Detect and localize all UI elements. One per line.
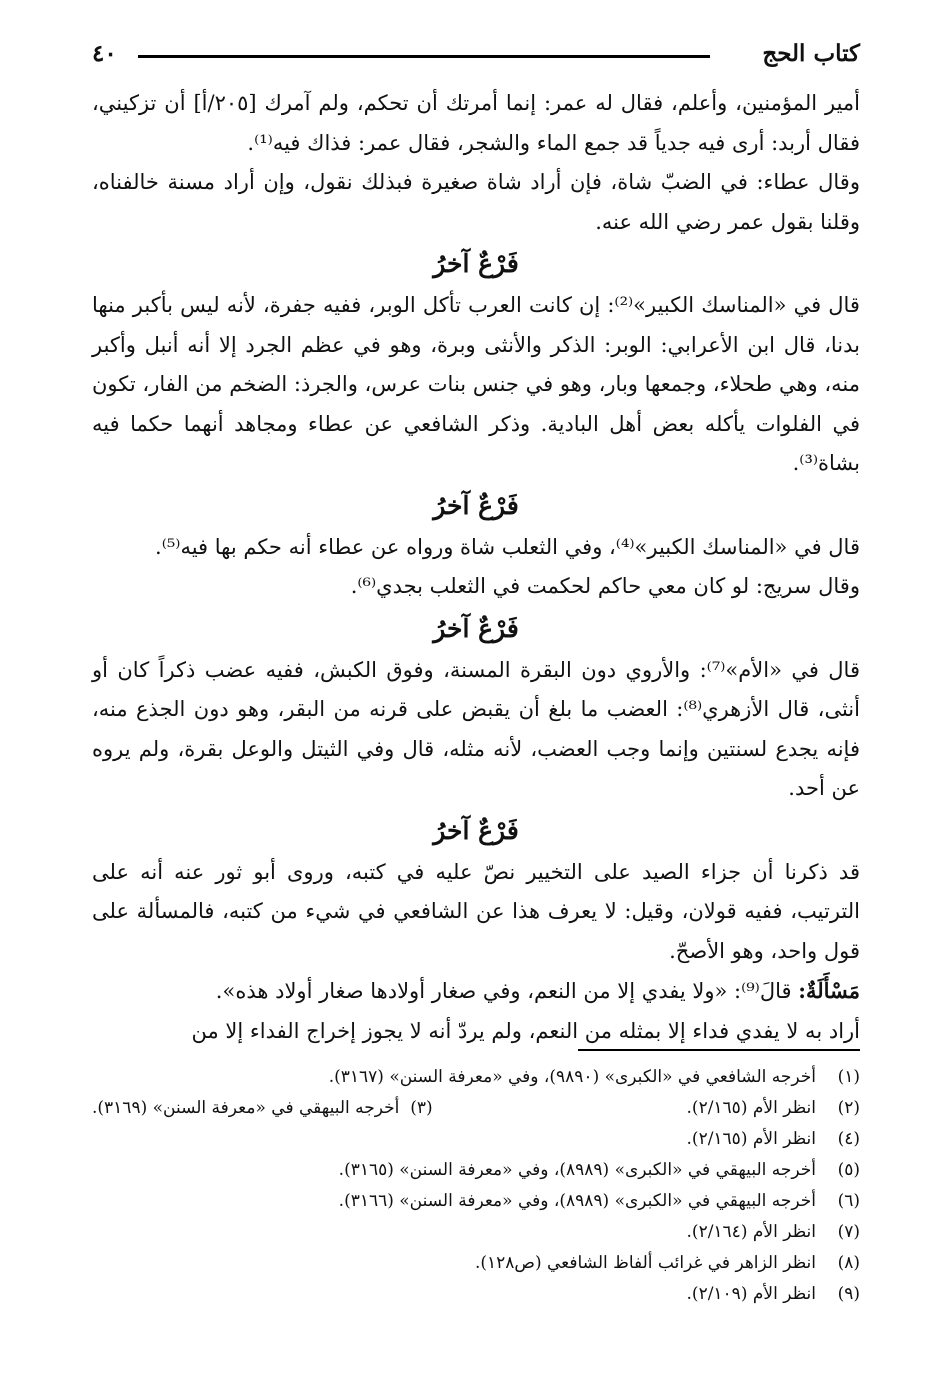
footnote <box>92 1093 860 1124</box>
footnote-number: (٦) <box>837 1191 860 1211</box>
footnote-number: (٣) <box>410 1098 433 1118</box>
paragraph: قال في «المناسك الكبير»⁽²⁾: إن كانت العرب تأكل الوبر، ففيه جفرة، لأنه ليس بأكبر منها بدنا، قال ابن الأعرابي: الوبر: الذكر والأنثى وبرة، وهو في عظم الجرد إلا أنه أنبل وأكبر منه، وهي طحلاء، وجمعها وبار، وهو في جنس بنات عرس، والجرذ: الضخم من الفار، تكون في الفلوات يأكله بعض أهل البادية. وذكر الشافعي عن عطاء ومجاهد أنهما حكما فيه بشاة⁽³⁾. <box>92 293 860 475</box>
footnote <box>92 1186 860 1217</box>
footnote <box>92 1279 860 1310</box>
footnote-text: انظر الأم (٢/١٦٥). <box>686 1129 816 1149</box>
section-heading: فَرْعٌ آخرُ <box>433 613 519 643</box>
footnote <box>92 1124 860 1155</box>
footnote-number: (٤) <box>837 1129 860 1149</box>
masala-text: قالَ⁽⁹⁾: «ولا يفدي إلا من النعم، وفي صغار أولادها صغار أولاد هذه». <box>215 979 799 1003</box>
paragraph: وقال سريج: لو كان معي حاكم لحكمت في الثعلب بجدي⁽⁶⁾. <box>350 574 860 598</box>
footnote-text: أخرجه الشافعي في «الكبرى» (٩٨٩٠)، وفي «معرفة السنن» (٣١٦٧). <box>328 1067 816 1087</box>
footnote-text: أخرجه البيهقي في «الكبرى» (٨٩٨٩)، وفي «معرفة السنن» (٣١٦٦). <box>338 1191 816 1211</box>
page-number: ٤٠ <box>92 40 117 67</box>
footnotes <box>92 1062 860 1310</box>
section-heading: فَرْعٌ آخرُ <box>433 490 519 520</box>
masala-label: مَسْأَلَةٌ: <box>798 978 860 1003</box>
paragraph: قال في «الأم»⁽⁷⁾: والأروي دون البقرة المسنة، وفوق الكبش، ففيه عضب ذكراً كان أو أنثى، قال الأزهري⁽⁸⁾: العضب ما بلغ أن يقبض على قرنه من البقر، وهو دون الجذع منه، فإنه يجدع لسنتين وإنما وجب العضب، لأنه مثله، قال وفي الثيتل والوعل بقرة، ولم يروه عن أحد. <box>92 657 860 800</box>
footnote-number: (٩) <box>837 1284 860 1304</box>
footnote-text: انظر الأم (٢/١٦٥). <box>686 1098 816 1118</box>
footnote-text: انظر الزاهر في غرائب ألفاظ الشافعي (ص١٢٨). <box>474 1253 816 1273</box>
footnote <box>92 1217 860 1248</box>
footnote <box>92 1062 860 1093</box>
masala-paragraph <box>92 971 860 1012</box>
footnote-number: (٧) <box>837 1222 860 1242</box>
main-text <box>92 84 860 1051</box>
paragraph: أمير المؤمنين، وأعلم، فقال له عمر: إنما أمرتك أن تحكم، ولم آمرك [٢٠٥/أ] أن تزكيني، فقال أربد: أرى فيه جدياً قد جمع الماء والشجر، فقال عمر: فذاك فيه⁽¹⁾. <box>92 91 860 155</box>
footnote-inline <box>92 1093 433 1124</box>
section-heading: فَرْعٌ آخرُ <box>433 249 519 278</box>
footnote-text: انظر الأم (٢/١٦٤). <box>686 1222 816 1242</box>
footnote-number: (٥) <box>837 1160 860 1180</box>
footnote <box>92 1248 860 1279</box>
footnote-number: (٢) <box>837 1098 860 1118</box>
section-heading: فَرْعٌ آخرُ <box>433 815 519 845</box>
footnote-text: أخرجه البيهقي في «الكبرى» (٨٩٨٩)، وفي «معرفة السنن» (٣١٦٥). <box>338 1160 816 1180</box>
footnote-rule <box>578 1049 860 1051</box>
footnote <box>92 1155 860 1186</box>
footnote-number: (٨) <box>837 1253 860 1273</box>
footnote-text: أخرجه البيهقي في «معرفة السنن» (٣١٦٩). <box>92 1098 400 1118</box>
footnote-number: (١) <box>837 1067 860 1087</box>
footnote-text: انظر الأم (٢/١٠٩). <box>686 1284 816 1304</box>
page-header <box>92 40 860 76</box>
paragraph: قد ذكرنا أن جزاء الصيد على التخيير نصّ عليه في كتبه، وروى أبو ثور عنه أنه على الترتيب، ففيه قولان، وقيل: لا يعرف هذا عن الشافعي في شيء من كتبه، فالمسألة على قول واحد، وهو الأصحّ. <box>92 859 860 963</box>
paragraph: وقال عطاء: في الضبّ شاة، فإن أراد شاة صغيرة فبذلك نقول، وإن أراد مسنة خالفناه، وقلنا بقول عمر رضي الله عنه. <box>92 170 860 234</box>
chapter-title: كتاب الحج <box>762 40 860 67</box>
paragraph: قال في «المناسك الكبير»⁽⁴⁾، وفي الثعلب شاة ورواه عن عطاء أنه حكم بها فيه⁽⁵⁾. <box>155 534 860 559</box>
paragraph: أراد به لا يفدي فداء إلا بمثله من النعم، ولم يردّ أنه لا يجوز إخراج الفداء إلا من <box>191 1018 860 1043</box>
header-rule <box>138 55 710 58</box>
